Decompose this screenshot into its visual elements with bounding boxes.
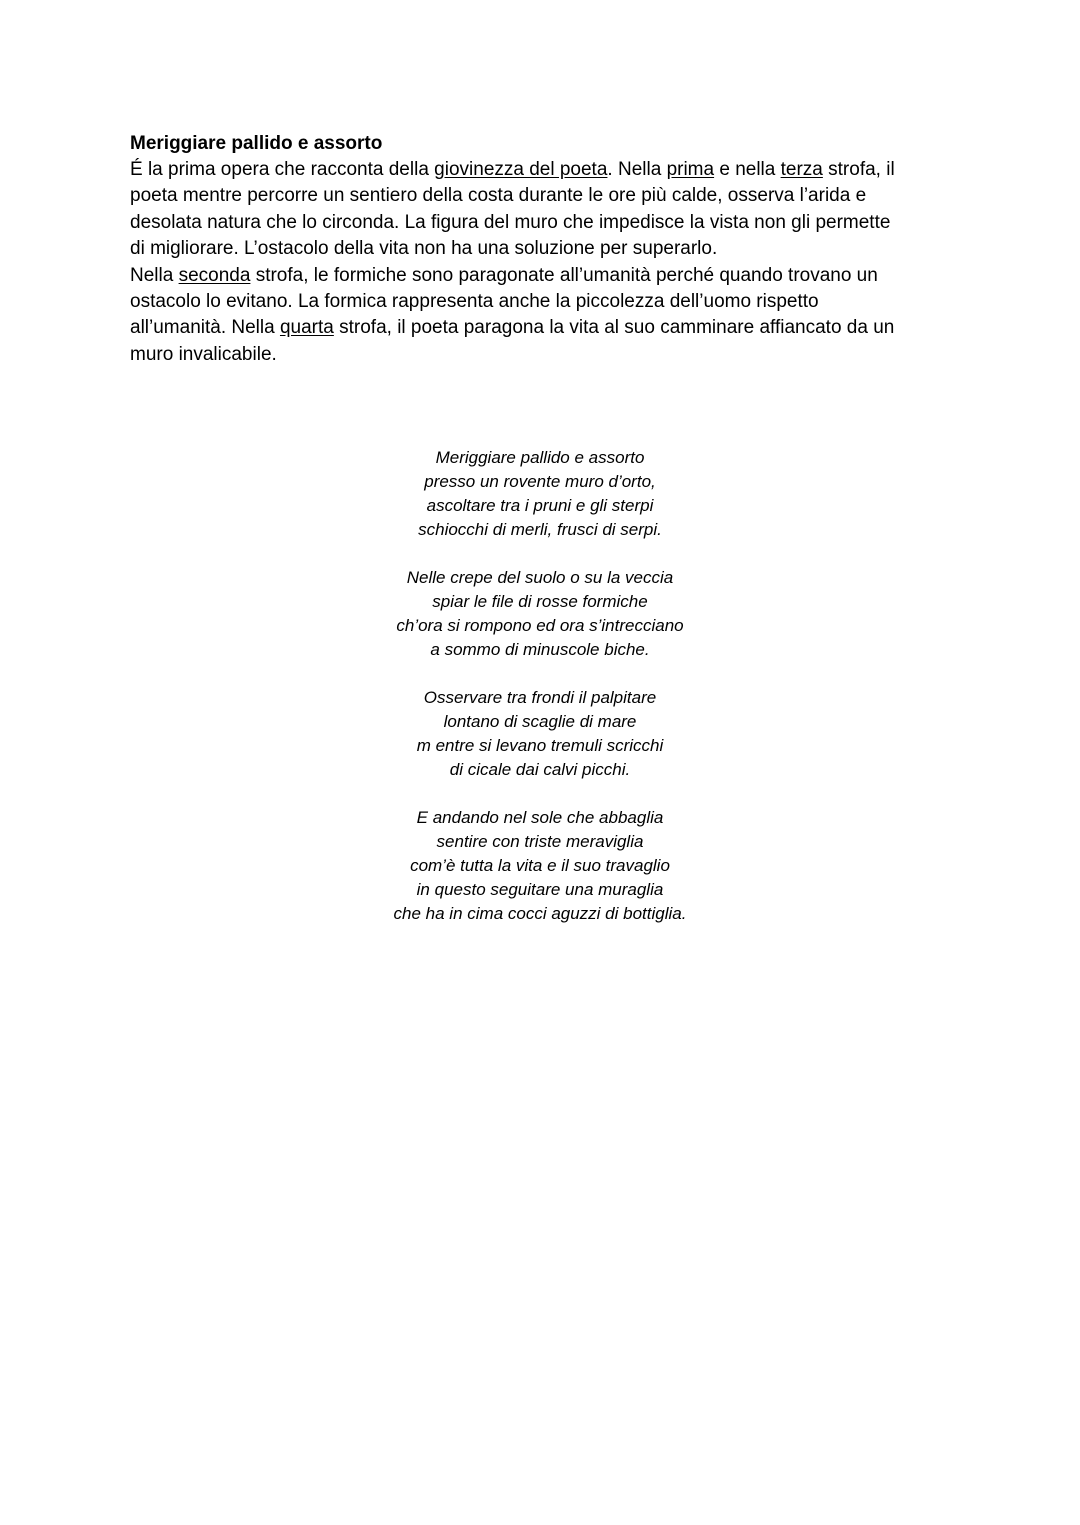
- text-segment: strofa, il: [822, 159, 895, 180]
- document-title: Meriggiare pallido e assorto: [130, 133, 383, 154]
- poem: [300, 446, 780, 950]
- poem-stanza: [300, 446, 780, 542]
- poem-verse: presso un rovente muro d’orto,: [424, 472, 656, 491]
- paragraph-line: [130, 289, 960, 315]
- text-segment: e nella: [714, 159, 781, 180]
- paragraph-line: [130, 183, 960, 209]
- poem-stanza: [300, 806, 780, 926]
- underlined-text: terza: [780, 159, 823, 180]
- poem-verse: schiocchi di merli, frusci di serpi.: [418, 520, 662, 539]
- text-segment: poeta mentre percorre un sentiero della costa durante le ore più calde, osserva l’arida e: [130, 185, 867, 207]
- paragraph-line: [130, 236, 960, 262]
- underlined-text: giovinezza del poeta: [434, 159, 608, 180]
- text-segment: strofa, il poeta paragona la vita al suo camminare affiancato da un: [333, 317, 895, 339]
- poem-stanza: [300, 566, 780, 662]
- underlined-text: quarta: [279, 317, 334, 339]
- poem-verse: m entre si levano tremuli scricchi: [416, 736, 664, 755]
- commentary-paragraph: [130, 157, 960, 368]
- poem-verse: spiar le file di rosse formiche: [432, 592, 648, 611]
- poem-verse: Osservare tra frondi il palpitare: [423, 688, 657, 707]
- paragraph-line: [130, 342, 960, 368]
- underlined-text: seconda: [178, 264, 251, 286]
- paragraph-line: [130, 315, 960, 341]
- text-segment: ostacolo lo evitano. La formica rappresenta anche la piccolezza dell’uomo rispetto: [130, 291, 819, 313]
- paragraph-line: [130, 210, 960, 236]
- poem-verse: ascoltare tra i pruni e gli sterpi: [426, 496, 654, 515]
- poem-verse: lontano di scaglie di mare: [443, 712, 637, 731]
- poem-verse: in questo seguitare una muraglia: [416, 880, 664, 899]
- paragraph-line: [130, 157, 960, 183]
- poem-verse: E andando nel sole che abbaglia: [416, 808, 664, 827]
- text-segment: desolata natura che lo circonda. La figura del muro che impedisce la vista non gli permette: [130, 211, 891, 233]
- poem-verse: a sommo di minuscole biche.: [430, 640, 650, 659]
- poem-verse: Meriggiare pallido e assorto: [435, 448, 645, 467]
- poem-verse: che ha in cima cocci aguzzi di bottiglia.: [393, 904, 687, 923]
- poem-verse: sentire con triste meraviglia: [436, 832, 644, 851]
- poem-verse: di cicale dai calvi picchi.: [449, 760, 631, 779]
- poem-verse: ch’ora si rompono ed ora s’intrecciano: [396, 616, 684, 635]
- underlined-text: prima: [666, 159, 715, 180]
- text-segment: É la prima opera che racconta della: [130, 159, 435, 180]
- poem-verse: com’è tutta la vita e il suo travaglio: [410, 856, 670, 875]
- text-segment: . Nella: [607, 159, 667, 180]
- text-segment: muro invalicabile.: [130, 343, 277, 365]
- paragraph-line: [130, 263, 960, 289]
- text-segment: all’umanità. Nella: [130, 317, 280, 339]
- poem-verse: Nelle crepe del suolo o su la veccia: [406, 568, 674, 587]
- text-segment: Nella: [130, 264, 179, 286]
- text-segment: strofa, le formiche sono paragonate all’umanità perché quando trovano un: [250, 264, 878, 286]
- poem-stanza: [300, 686, 780, 782]
- text-segment: di migliorare. L’ostacolo della vita non ha una soluzione per superarlo.: [130, 238, 718, 260]
